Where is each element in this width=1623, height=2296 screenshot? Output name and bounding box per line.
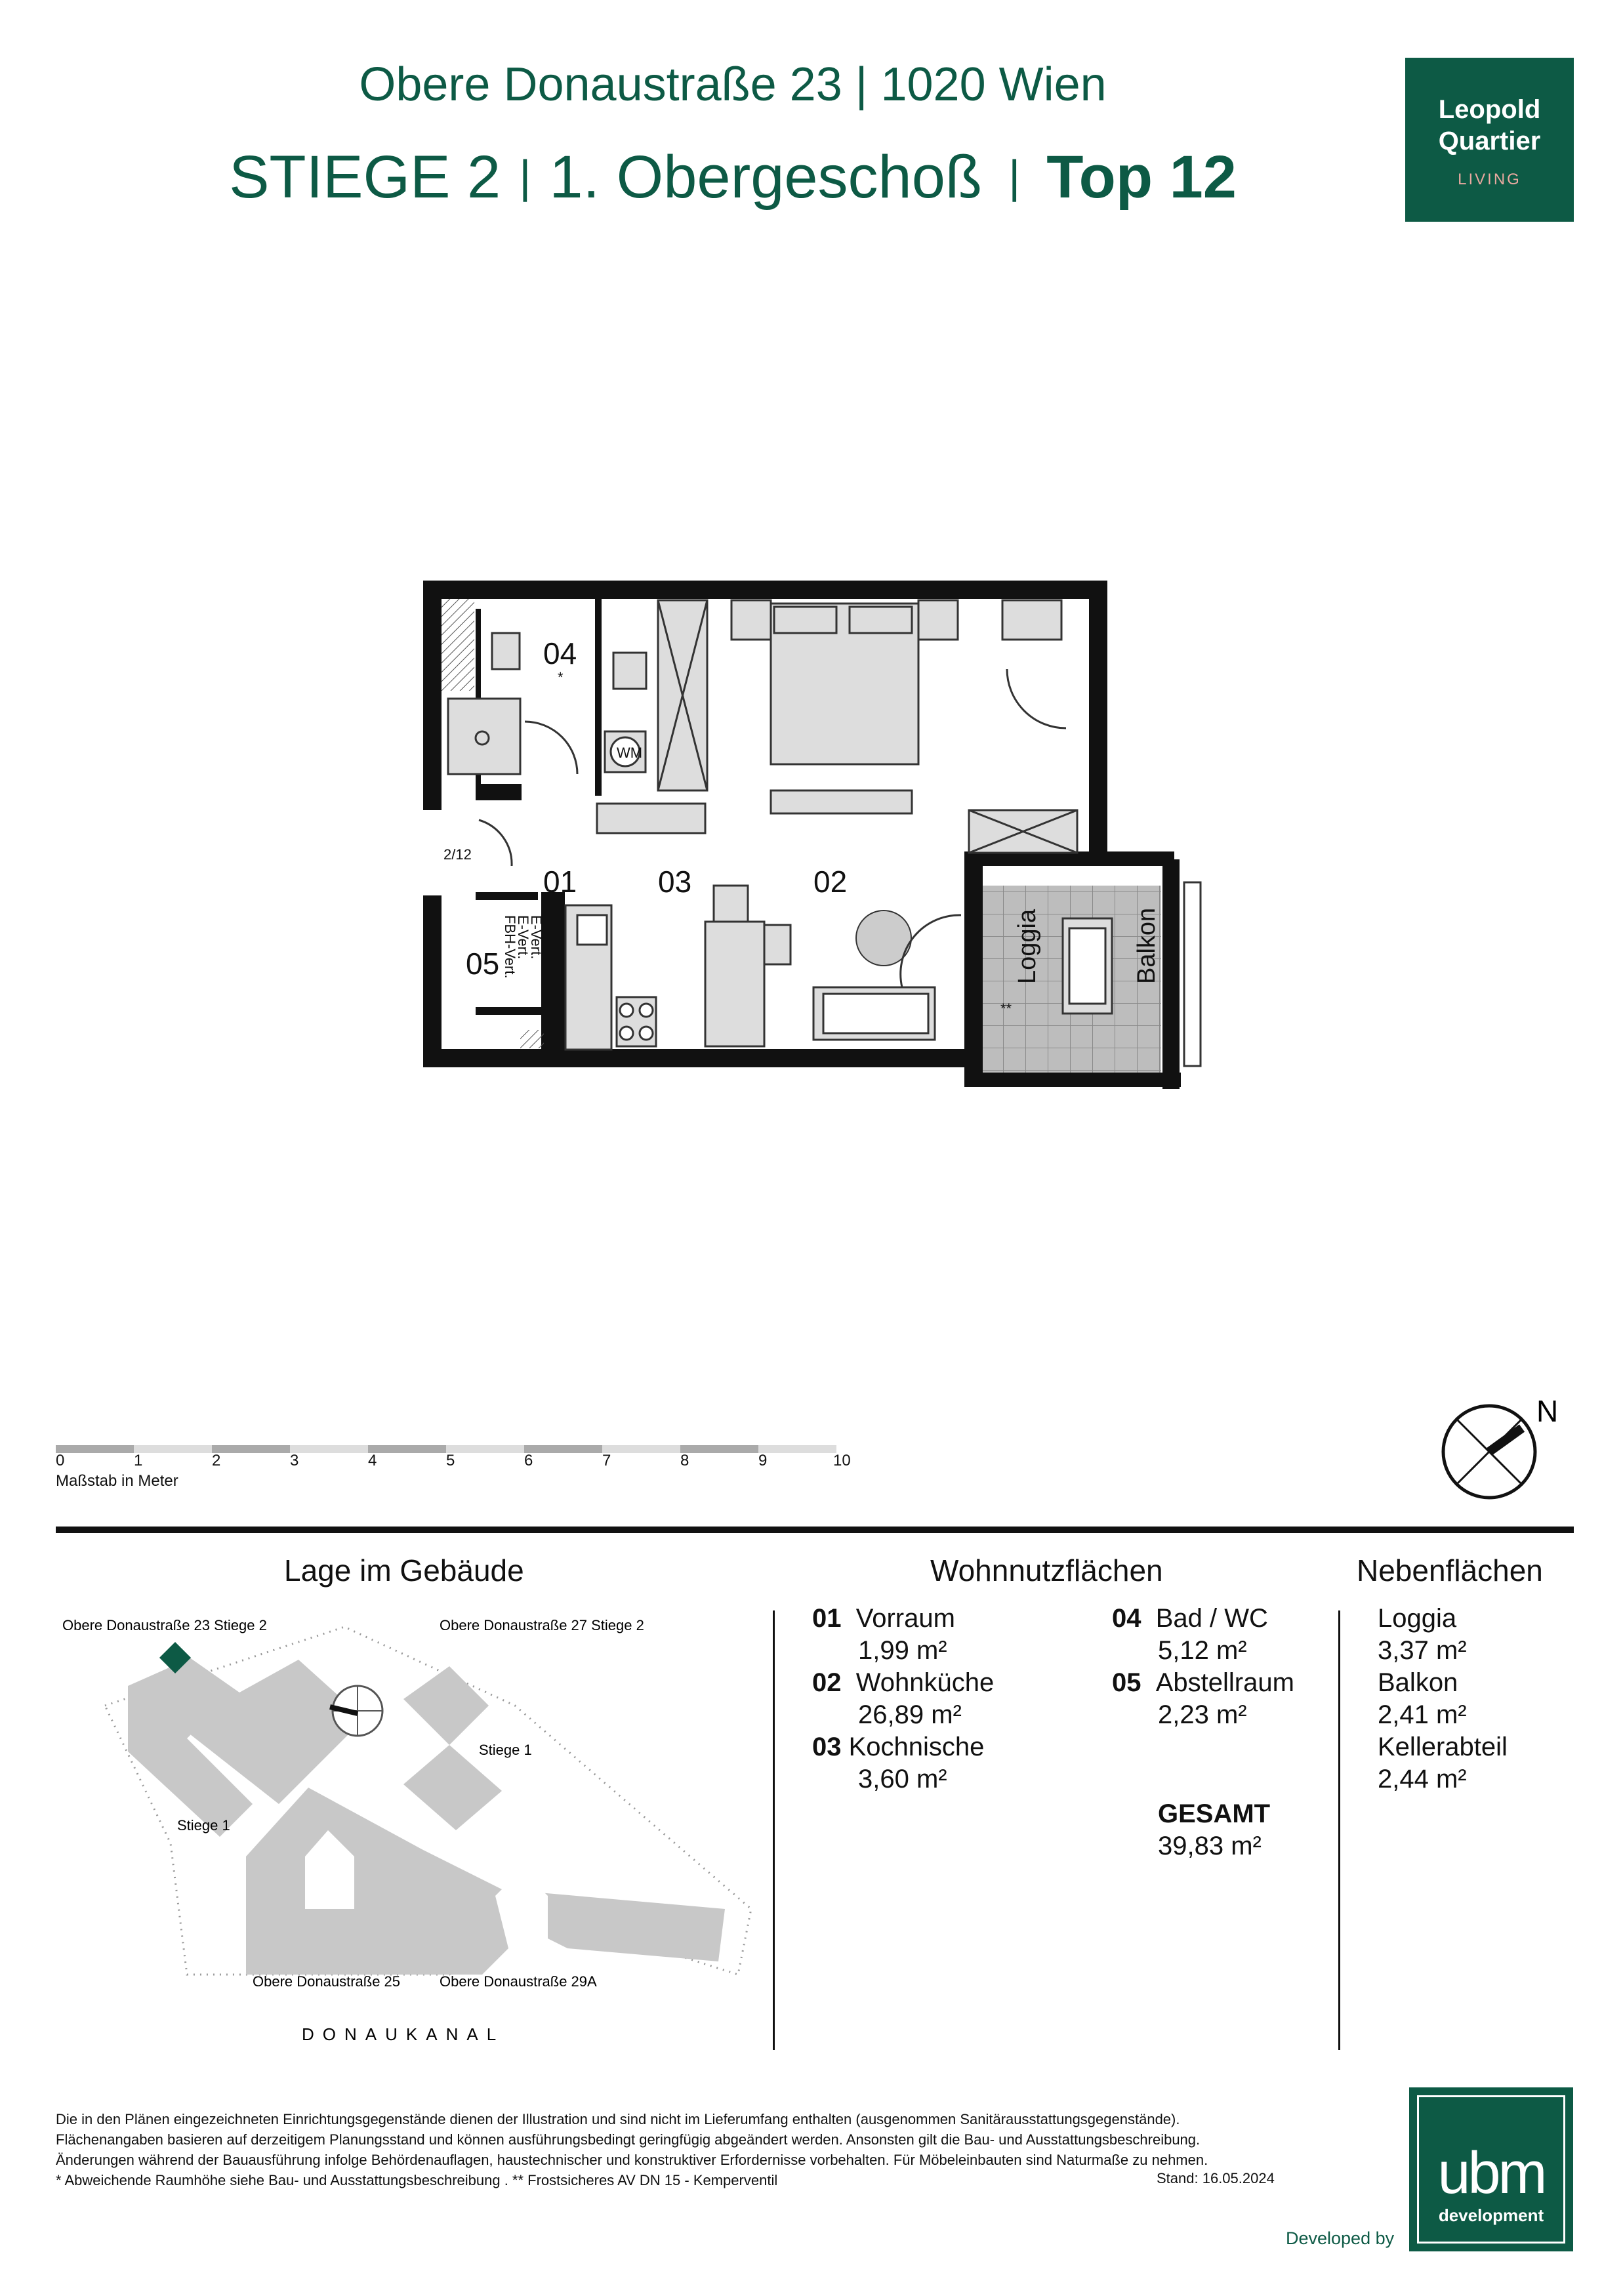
- shaft: [442, 599, 474, 691]
- area-item: [812, 1732, 984, 1762]
- balkon-label: Balkon: [1133, 907, 1161, 984]
- area-item: [1112, 1668, 1294, 1698]
- area-item: [1112, 1604, 1268, 1633]
- room-label-01: 01: [543, 865, 577, 899]
- scale-tick: 1: [134, 1452, 143, 1469]
- bath-note: *: [558, 669, 564, 686]
- area-number: 01: [812, 1604, 842, 1633]
- floor-label: 1. Obergeschoß: [549, 144, 983, 211]
- secondary-name: Kellerabteil: [1378, 1732, 1508, 1761]
- map-label-stiege1: Stiege 1: [177, 1817, 230, 1834]
- room-label-03: 03: [658, 865, 692, 899]
- ubm-logo-text: ubm: [1437, 2141, 1545, 2206]
- washer-label: WM: [617, 745, 643, 761]
- area-name: Kochnische: [848, 1732, 985, 1761]
- divider: [773, 1610, 775, 2050]
- scale-tick: 5: [446, 1452, 455, 1469]
- disclaimer-line: Änderungen während der Bauausführung infolge Behördenauflagen, haustechnischer und konstruktiver Erfordernisse vorbehalten. Für Möbeleinbauten sind Naturmaße zu nehmen.: [56, 2152, 1208, 2168]
- map-label-od27: Obere Donaustraße 27 Stiege 2: [440, 1617, 644, 1633]
- living-areas-heading: Wohnnutzflächen: [930, 1553, 1163, 1588]
- map-label-od25: Obere Donaustraße 25: [253, 1973, 401, 1990]
- shaft-label: E-Vert.: [528, 915, 544, 960]
- door-label: 2/12: [443, 846, 472, 863]
- separator: |: [1008, 151, 1021, 202]
- map-label-od23: Obere Donaustraße 23 Stiege 2: [62, 1617, 267, 1633]
- wardrobe: [597, 600, 707, 833]
- area-value: 5,12 m²: [1158, 1636, 1247, 1665]
- location-map: [56, 1607, 764, 2053]
- area-number: 04: [1112, 1604, 1141, 1633]
- scale-tick: 9: [758, 1452, 768, 1469]
- room-label-02: 02: [813, 865, 848, 899]
- developed-by: Developed by: [1286, 2228, 1395, 2248]
- area-number: 05: [1112, 1668, 1141, 1697]
- area-number: 03: [812, 1732, 842, 1761]
- area-name: Wohnküche: [855, 1668, 995, 1697]
- secondary-name: Loggia: [1378, 1604, 1457, 1633]
- secondary-value: 3,37 m²: [1378, 1636, 1467, 1665]
- disclaimer-line: * Abweichende Raumhöhe siehe Bau- und Ausstattungsbeschreibung . ** Frostsicheres AV DN 15 - Kemperventil: [56, 2172, 778, 2188]
- divider: [1338, 1610, 1340, 2050]
- divider: [56, 1527, 1574, 1533]
- shaft: [520, 1030, 544, 1048]
- area-value: 26,89 m²: [858, 1700, 962, 1729]
- scale-tick: 10: [833, 1452, 851, 1469]
- scale-title: Maßstab in Meter: [56, 1472, 178, 1490]
- separator: |: [519, 151, 531, 202]
- shaft-label: E-Vert.: [515, 915, 531, 960]
- scale-tick: 3: [290, 1452, 299, 1469]
- area-value: 1,99 m²: [858, 1636, 947, 1665]
- brand-line-2: Quartier: [1438, 127, 1541, 155]
- scale-tick: 2: [212, 1452, 221, 1469]
- unit-label: Top 12: [1046, 144, 1237, 211]
- scale-tick: 0: [56, 1452, 65, 1469]
- brand-line-1: Leopold: [1438, 95, 1541, 124]
- compass-icon: [1441, 1401, 1572, 1506]
- total-label: GESAMT: [1158, 1799, 1271, 1828]
- area-name: Vorraum: [855, 1604, 955, 1633]
- area-item: [812, 1604, 955, 1633]
- loggia-label: Loggia: [1014, 909, 1041, 984]
- north-label: N: [1536, 1401, 1559, 1428]
- shaft-label: FBH-Vert.: [502, 915, 518, 979]
- map-label-stiege1: Stiege 1: [479, 1742, 532, 1758]
- frost-note: **: [1000, 1000, 1012, 1017]
- bed: [731, 600, 1061, 813]
- disclaimer-line: Flächenangaben basieren auf derzeitigem Planungsstand und können ausführungsbedingt geringfügig abgeändert werden. Ansonsten gilt die Bau- und Ausstattungsbeschreibung.: [56, 2131, 1201, 2148]
- total-value: 39,83 m²: [1158, 1832, 1262, 1860]
- stair-label: STIEGE 2: [229, 144, 501, 211]
- secondary-areas-heading: Nebenflächen: [1357, 1553, 1543, 1588]
- leopold-quartier-logo: [1405, 58, 1574, 222]
- area-value: 3,60 m²: [858, 1765, 947, 1794]
- area-name: Abstellraum: [1155, 1668, 1294, 1697]
- secondary-value: 2,44 m²: [1378, 1765, 1467, 1794]
- disclaimer: [56, 2109, 1302, 2190]
- ubm-logo: [1409, 2087, 1573, 2251]
- room-label-04: 04: [543, 636, 577, 670]
- area-value: 2,23 m²: [1158, 1700, 1247, 1729]
- scale-tick: 6: [524, 1452, 533, 1469]
- map-label-canal: DONAUKANAL: [302, 2024, 505, 2044]
- area-item: [812, 1668, 994, 1698]
- scale-tick: 8: [680, 1452, 689, 1469]
- scale-tick: 7: [602, 1452, 611, 1469]
- scale-tick: 4: [368, 1452, 377, 1469]
- secondary-value: 2,41 m²: [1378, 1700, 1467, 1729]
- disclaimer-line: Die in den Plänen eingezeichneten Einrichtungsgegenstände dienen der Illustration und sind nicht im Lieferumfang enthalten (ausgenommen Sanitärausstattungsgegenstände).: [56, 2111, 1180, 2127]
- address-heading: Obere Donaustraße 23 | 1020 Wien: [359, 58, 1107, 111]
- floor-plan: [407, 564, 1220, 1102]
- area-name: Bad / WC: [1155, 1604, 1268, 1633]
- unit-heading: [0, 143, 1466, 212]
- stand-date: Stand: 16.05.2024: [1157, 2170, 1275, 2186]
- secondary-name: Balkon: [1378, 1668, 1458, 1697]
- brand-line-3: LIVING: [1458, 171, 1521, 188]
- area-number: 02: [812, 1668, 842, 1697]
- map-label-od29a: Obere Donaustraße 29A: [440, 1973, 597, 1990]
- room-label-05: 05: [466, 947, 500, 981]
- location-heading: Lage im Gebäude: [284, 1553, 524, 1588]
- ubm-logo-sub: development: [1438, 2205, 1544, 2225]
